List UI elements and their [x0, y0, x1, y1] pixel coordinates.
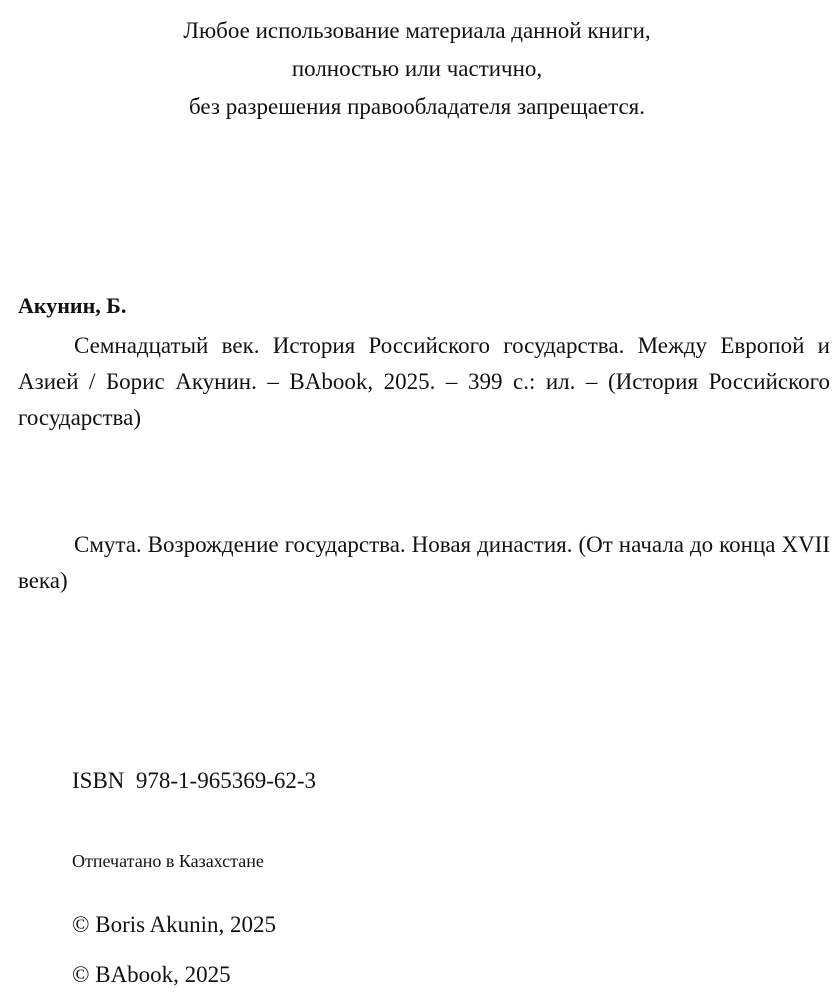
- rights-notice-line: Любое использование материала данной книги,: [183, 18, 651, 43]
- rights-notice-line: полностью или частично,: [291, 56, 543, 81]
- rights-notice-line: без разрешения правообладателя запрещается.: [188, 94, 645, 119]
- bibliographic-record: Семнадцатый век. История Российского государства. Между Европой и Азией / Борис Акунин. – BAbook, 2025. – 399 с.: ил. – (История Российского государства): [18, 333, 830, 430]
- printed-in: Отпечатано в Казахстане: [72, 851, 264, 871]
- copyright-author: © Boris Akunin, 2025: [72, 912, 277, 937]
- catalog-author: Акунин, Б.: [18, 293, 127, 318]
- copyright-publisher: © BAbook, 2025: [72, 962, 231, 987]
- isbn: ISBN 978-1-965369-62-3: [72, 768, 317, 793]
- book-summary: Смута. Возрождение государства. Новая династия. (От начала до конца XVII века): [18, 532, 830, 593]
- rights-notice: [0, 12, 834, 126]
